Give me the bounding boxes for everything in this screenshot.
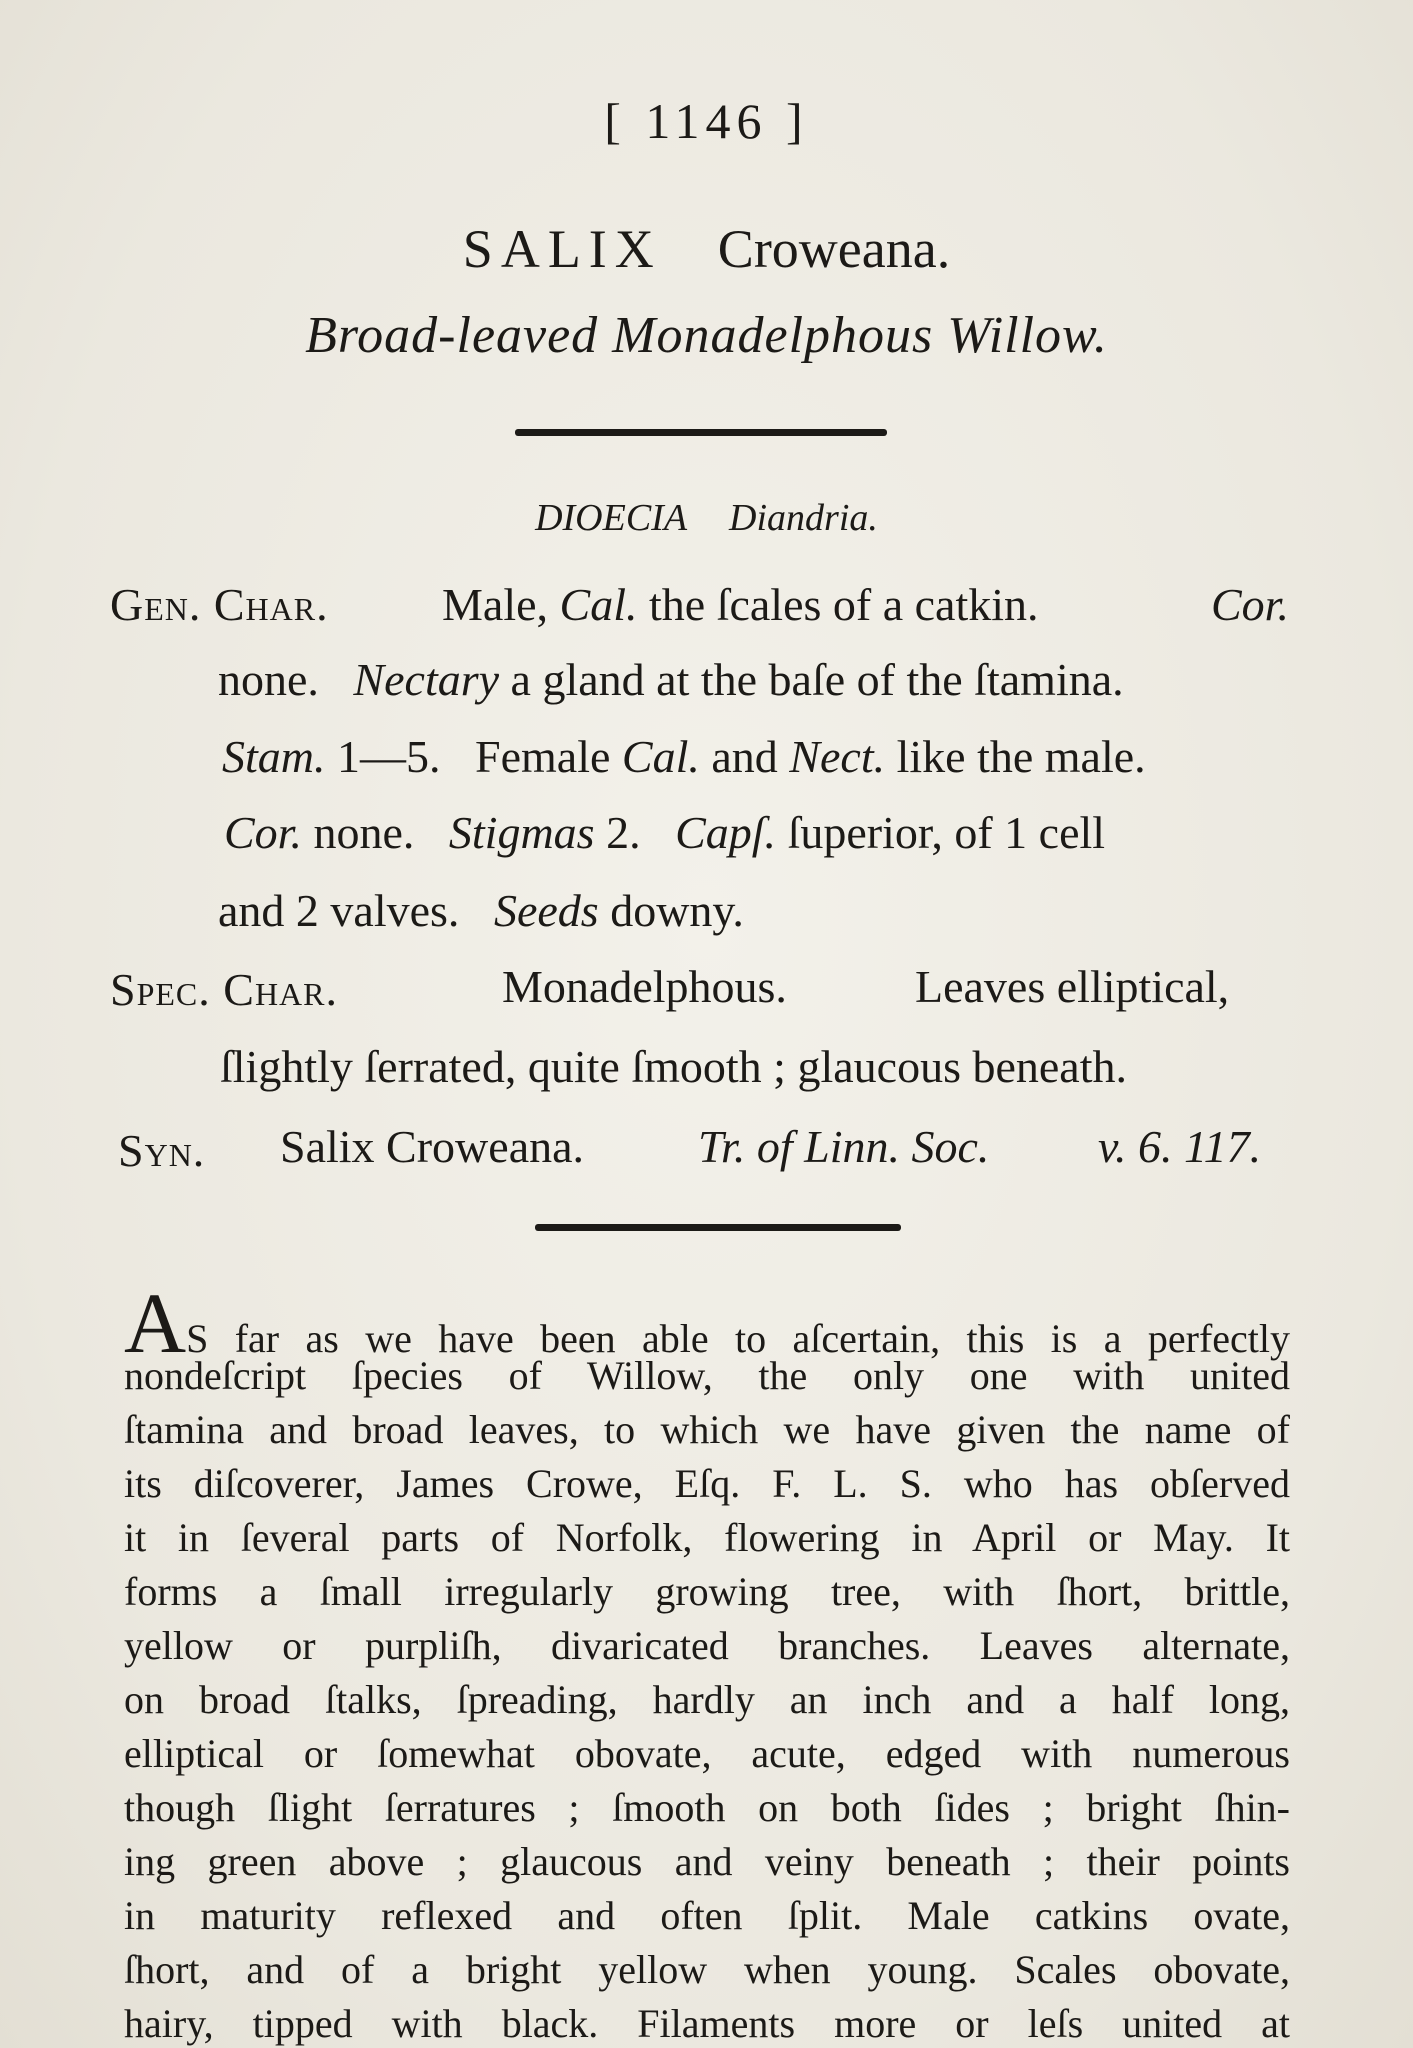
body-line: elliptical or ſomewhat obovate, acute, edged with numerous — [124, 1731, 1290, 1776]
class-name: DIOECIA — [535, 497, 688, 539]
gen-char-line-3: Stam. 1—5. Female Cal. and Nect. like the male. — [222, 731, 1146, 782]
syn-volume: v. 6. 117. — [1098, 1121, 1262, 1172]
spec-char-line-1a: Monadelphous. — [502, 961, 787, 1012]
species-name: Croweana. — [717, 219, 951, 279]
body-line: nondeſcript ſpecies of Willow, the only one with united — [124, 1353, 1290, 1398]
gen-char-line-1-end: Cor. — [1211, 579, 1289, 630]
body-line: ing green above ; glaucous and veiny beneath ; their points — [124, 1839, 1290, 1884]
body-line: on broad ſtalks, ſpreading, hardly an inch and a half long, — [124, 1677, 1290, 1722]
divider-rule — [535, 1224, 901, 1231]
body-line: though ſlight ſerratures ; ſmooth on both ſides ; bright ſhin- — [124, 1785, 1290, 1830]
body-line: hairy, tipped with black. Filaments more or leſs united at — [124, 2001, 1290, 2046]
genus-name: SALIX — [462, 219, 662, 279]
body-line: ſhort, and of a bright yellow when young. Scales obovate, — [124, 1947, 1290, 1992]
gen-char-line-1: Male, Cal. the ſcales of a catkin. — [442, 579, 1039, 630]
linnaean-classification — [0, 496, 1413, 540]
order-name: Diandria. — [729, 497, 878, 539]
common-name: Broad-leaved Monadelphous Willow. — [305, 307, 1108, 364]
syn-name: Salix Croweana. — [280, 1121, 585, 1172]
body-line: ſtamina and broad leaves, to which we have given the name of — [124, 1407, 1290, 1452]
spec-char-line-2: ſlightly ſerrated, quite ſmooth ; glaucous beneath. — [220, 1041, 1127, 1092]
gen-char-label: Gen. Char. — [110, 579, 329, 630]
body-line: yellow or purpliſh, divaricated branches. Leaves alternate, — [124, 1623, 1290, 1668]
gen-char-line-2: none. Nectary a gland at the baſe of the ſtamina. — [218, 654, 1124, 705]
page-number: [ 1146 ] — [604, 93, 809, 149]
drop-cap: A — [124, 1275, 187, 1371]
gen-char-line-5: and 2 valves. Seeds downy. — [218, 885, 744, 936]
syn-label: Syn. — [118, 1125, 206, 1176]
body-line: forms a ſmall irregularly growing tree, with ſhort, brittle, — [124, 1569, 1290, 1614]
body-line: in maturity reflexed and often ſplit. Male catkins ovate, — [124, 1893, 1290, 1938]
spec-char-label: Spec. Char. — [110, 964, 339, 1015]
spec-char-line-1b: Leaves elliptical, — [915, 961, 1230, 1012]
species-title — [0, 218, 1413, 280]
divider-rule — [515, 429, 887, 436]
body-line: it in ſeveral parts of Norfolk, flowering in April or May. It — [124, 1515, 1290, 1560]
syn-reference: Tr. of Linn. Soc. — [698, 1121, 990, 1172]
gen-char-line-4: Cor. none. Stigmas 2. Capſ. ſuperior, of 1 cell — [224, 807, 1106, 858]
body-line: its diſcoverer, James Crowe, Eſq. F. L. S. who has obſerved — [124, 1461, 1290, 1506]
body-first-line: S far as we have been able to aſcertain, this is a perfectly — [186, 1316, 1290, 1361]
